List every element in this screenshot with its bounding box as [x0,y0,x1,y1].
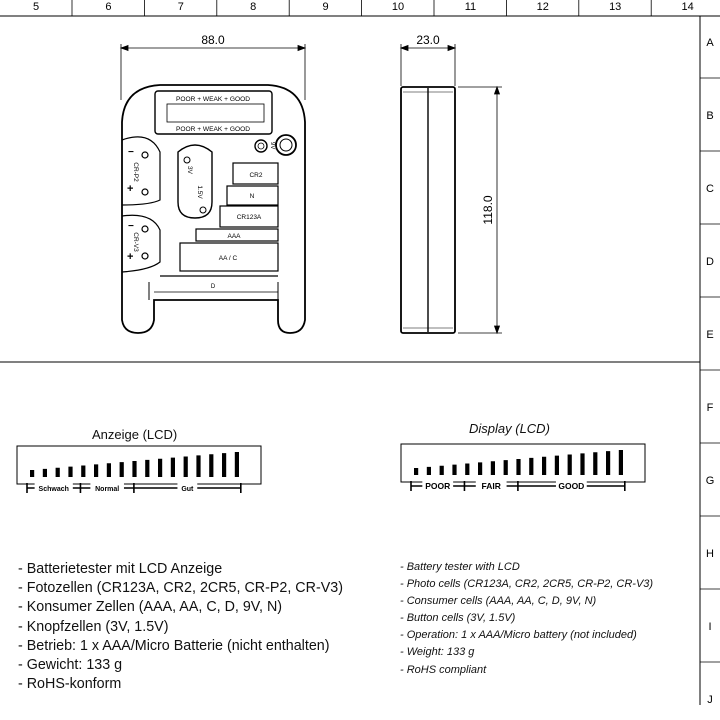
slot-aaa-label: AAA [227,233,241,240]
feature-item-en: - Photo cells (CR123A, CR2, 2CR5, CR-P2, CR-V3) [400,578,654,591]
depth-dimension-label: 23.0 [416,33,440,47]
lcd-bar [81,466,85,478]
row-marker: C [706,183,714,195]
column-marker: 7 [177,1,184,13]
feature-item-en: - Weight: 133 g [400,646,475,659]
lcd-bar [132,461,136,477]
device-lcd-scale-bottom: POOR + WEAK + GOOD [175,126,251,133]
lcd-de-title: Anzeige (LCD) [92,427,178,442]
row-marker: B [706,110,714,122]
feature-item-de: - Betrieb: 1 x AAA/Micro Batterie (nicht enthalten) [18,637,330,654]
feature-item-de: - RoHS-konform [18,676,122,693]
depth-dimension [401,44,455,86]
lcd-bar [452,465,456,475]
slot-n-label: N [249,193,255,200]
row-marker: H [706,548,714,560]
feature-item-de: - Knopfzellen (3V, 1.5V) [18,618,169,635]
cr-p2-minus: − [128,147,134,158]
feature-item-de: - Batterietester mit LCD Anzeige [18,561,223,577]
lcd-scale-label: POOR [425,481,451,491]
3v-label: 3V [186,166,193,174]
lcd-bar [145,460,149,477]
slot-aa-c-label: AA / C [218,255,238,262]
column-marker: 5 [32,1,40,13]
lcd-bar [504,460,508,475]
column-marker: 12 [536,1,549,13]
feature-list-en [400,559,653,679]
cr-v3-plus: + [127,251,134,263]
slot-d-label: D [210,284,216,290]
lcd-bar [414,468,418,475]
column-marker: 14 [681,1,694,13]
row-marker: E [706,329,714,341]
row-marker: J [707,694,713,706]
column-marker: 9 [322,1,329,13]
feature-item-en: - Consumer cells (AAA, AA, C, D, 9V, N) [400,595,597,608]
width-dimension-label: 88.0 [201,33,225,47]
lcd-en-title: Display (LCD) [469,421,550,436]
height-dimension-label: 118.0 [481,195,495,225]
lcd-bar [30,470,34,477]
lcd-en-bars [414,450,623,475]
lcd-scale-label: GOOD [558,481,585,491]
lcd-bar [580,453,584,475]
1-5v-label: 1.5V [196,185,203,199]
lcd-bar [68,467,72,477]
feature-item-de: - Konsumer Zellen (AAA, AA, C, D, 9V, N) [18,599,283,616]
lcd-de-bars [30,452,239,477]
slot-cr2-label: CR2 [249,172,263,179]
column-marker: 11 [464,1,477,13]
cr-v3-label: CR-V3 [132,232,139,252]
lcd-bar [516,459,520,475]
row-marker: F [706,402,714,414]
lcd-bar [184,457,188,478]
column-marker: 8 [250,1,257,13]
lcd-bar [209,454,213,477]
lcd-bar [491,461,495,475]
feature-list-de [18,560,343,694]
row-marker: G [705,475,715,487]
lcd-bar [529,458,533,475]
lcd-scale-label: Normal [95,486,120,493]
lcd-bar [619,450,623,475]
lcd-bar [120,462,124,477]
lcd-bar [465,464,469,476]
side-view [401,87,455,333]
feature-item-en: - Button cells (3V, 1.5V) [400,612,516,625]
row-marker: D [706,256,714,268]
column-marker: 10 [391,1,405,13]
row-markers [700,37,720,706]
lcd-en [401,444,645,491]
lcd-bar [542,457,546,475]
row-marker: I [708,621,712,633]
lcd-bar [43,469,47,477]
lcd-scale-label: Gut [181,486,194,493]
lcd-bar [56,468,60,477]
lcd-bar [478,462,482,475]
cr-v3-minus: − [128,221,134,232]
9v-label: 9V [269,142,275,150]
cr-p2-plus: + [127,183,134,195]
lcd-bar [235,452,239,477]
lcd-bar [171,458,175,477]
lcd-bar [107,463,111,477]
device-lcd-scale-top: POOR + WEAK + GOOD [175,96,251,103]
feature-item-de: - Fotozellen (CR123A, CR2, 2CR5, CR-P2, CR-V3) [18,580,343,597]
button-cell-cradle [178,145,212,218]
lcd-bar [440,466,444,475]
lcd-bar [158,459,162,477]
lcd-bar [427,467,431,475]
slot-cr123a-label: CR123A [236,214,262,221]
lcd-bar [94,464,98,477]
lcd-bar [568,455,572,476]
column-marker: 6 [105,1,112,13]
column-markers [33,0,694,16]
lcd-scale-label: Schwach [38,486,69,493]
lcd-de [17,446,261,493]
feature-item-en: - Battery tester with LCD [400,561,520,573]
lcd-bar [222,453,226,477]
column-marker: 13 [609,1,622,13]
lcd-bar [196,455,200,477]
lcd-bar [555,456,559,475]
cr-p2-label: CR-P2 [132,162,139,182]
feature-item-en: - RoHS compliant [400,663,487,676]
feature-item-en: - Operation: 1 x AAA/Micro battery (not included) [400,629,637,642]
height-dimension [458,87,502,333]
lcd-bar [606,451,610,475]
lcd-scale-label: FAIR [481,481,501,491]
feature-item-de: - Gewicht: 133 g [18,657,123,674]
lcd-bar [593,452,597,475]
row-marker: A [706,37,714,49]
